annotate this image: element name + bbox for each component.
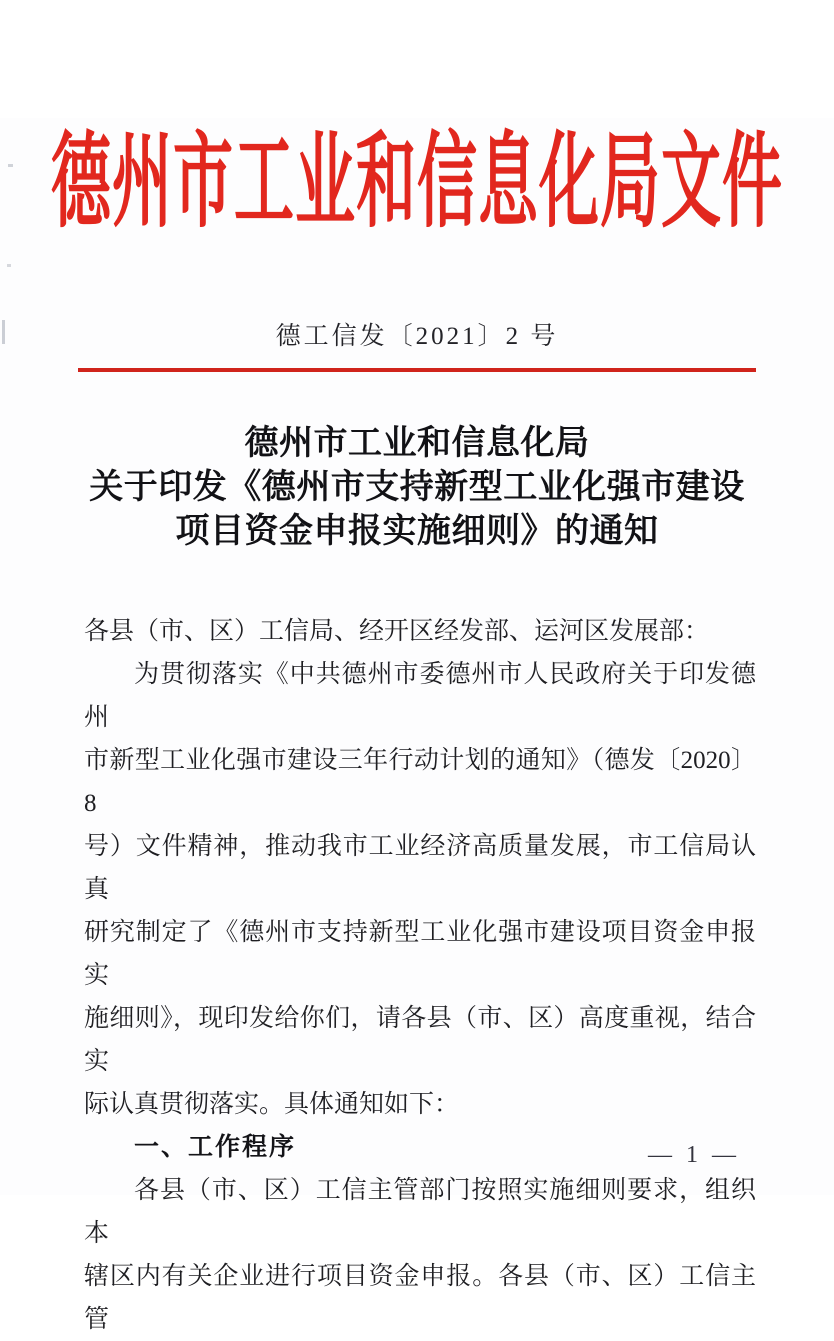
title-line-1: 德州市工业和信息化局: [244, 425, 590, 462]
body-line: 市新型工业化强市建设三年行动计划的通知》（德发〔2020〕8: [84, 747, 756, 817]
red-rule-divider: [78, 368, 756, 372]
scan-artifact: [7, 264, 11, 267]
body-line: 施细则》，现印发给你们，请各县（市、区）高度重视，结合实: [84, 1005, 756, 1075]
body-line: 为贯彻落实《中共德州市委德州市人民政府关于印发德州: [84, 661, 756, 731]
body-line-salutation: 各县（市、区）工信局、经开区经发部、运河区发展部：: [84, 618, 710, 645]
scan-artifact: [2, 320, 5, 344]
document-number: 德工信发〔2021〕2 号: [275, 323, 559, 350]
section-heading: 一、工作程序: [134, 1133, 297, 1161]
body-line: 际认真贯彻落实。具体通知如下：: [84, 1091, 460, 1118]
title-line-2: 关于印发《德州市支持新型工业化强市建设: [89, 469, 745, 506]
body-line: 号）文件精神，推动我市工业经济高质量发展，市工信局认真: [84, 833, 756, 903]
scan-artifact: [8, 164, 13, 167]
title-line-3: 项目资金申报实施细则》的通知: [175, 513, 659, 550]
document-page: [0, 118, 834, 1333]
red-header-banner: [0, 118, 834, 240]
body-line: 研究制定了《德州市支持新型工业化强市建设项目资金申报实: [84, 919, 756, 989]
agency-banner-title: 德州市工业和信息化局文件: [51, 125, 783, 240]
notice-title: [0, 422, 834, 554]
body-text: [84, 610, 756, 1341]
body-line: 辖区内有关企业进行项目资金申报。各县（市、区）工信主管: [84, 1263, 756, 1333]
body-line: 各县（市、区）工信主管部门按照实施细则要求，组织本: [84, 1177, 756, 1247]
page-number: — 1 —: [648, 1142, 740, 1168]
